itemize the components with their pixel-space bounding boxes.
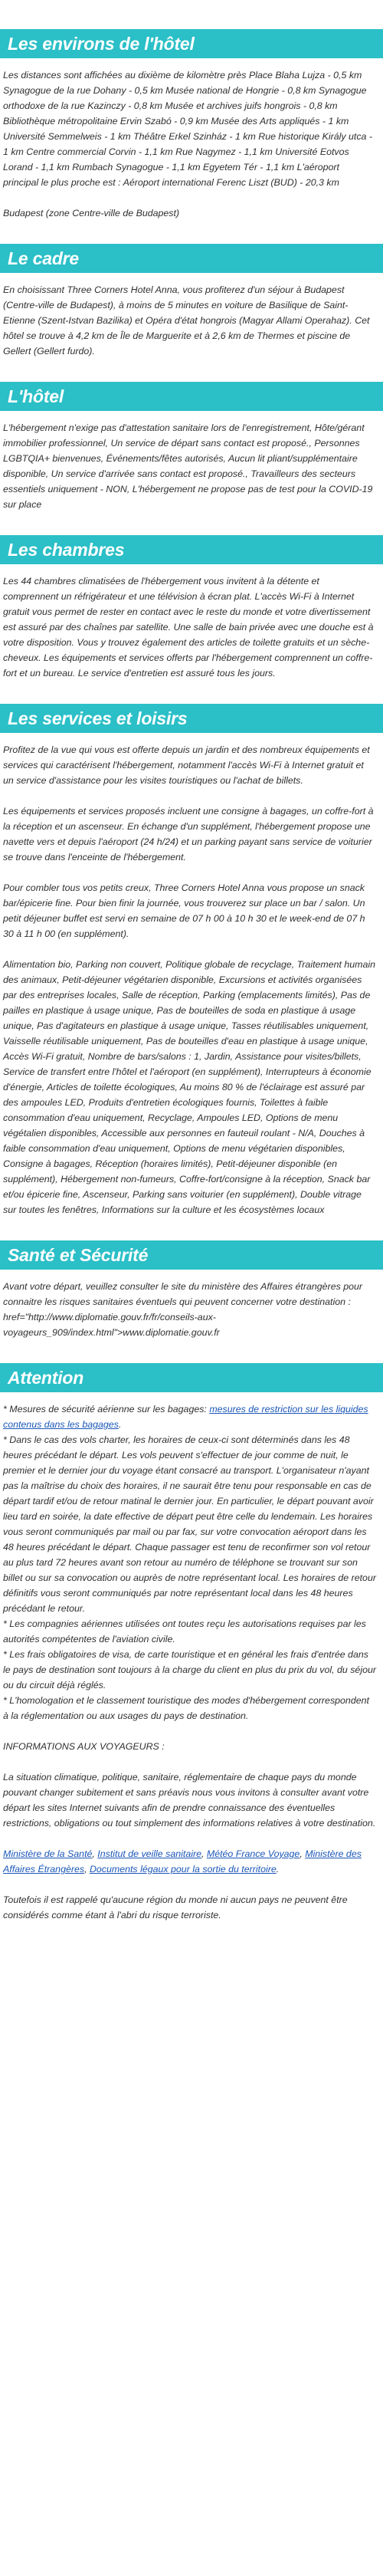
services-equipment: Les équipements et services proposés incluent une consigne à bagages, un coffre-fort à la réception et un ascenseur. En échange d'un supplément, l'hébergement propose une navette vers et depuis l'aéroport (24 h/24) et un parking payant sans service de voiturier se trouve dans l'enceinte de l'hébergement. <box>3 806 374 863</box>
section-services <box>0 704 383 1217</box>
section-body-environs <box>0 58 383 221</box>
section-hotel <box>0 382 383 512</box>
section-cadre <box>0 244 383 359</box>
chambres-text: Les 44 chambres climatisées de l'hébergement vous invitent à la détente et comprennent un réfrigérateur et une télévision à écran plat. L'accès Wi-Fi à Internet gratuit vous permet de rester en contact avec le reste du monde et votre divertissement est assuré par des chaînes par satellite. Une salle de bain privée avec une douche est à votre disposition. Vous y trouvez également des articles de toilette gratuits et un sèche-cheveux. Les équipements et services offerts par l'hébergement comprennent un coffre-fort et un bureau. Le service d'entretien est assuré tous les jours. <box>3 576 374 678</box>
section-body-attention <box>0 1392 383 1923</box>
section-title-hotel: L'hôtel <box>0 382 383 411</box>
section-title-environs: Les environs de l'hôtel <box>0 29 383 58</box>
section-body-sante <box>0 1270 383 1340</box>
notice-prefix: * Mesures de sécurité aérienne sur les bagages: <box>3 1404 210 1414</box>
link-meteo-france-voyage[interactable]: Météo France Voyage <box>206 1848 300 1859</box>
section-environs <box>0 29 383 221</box>
services-amenities-list: Alimentation bio, Parking non couvert, Politique globale de recyclage, Traitement humain des animaux, Petit-déjeuner végétarien disponible, Excursions et activités organisées par des entreprises locales, Salle de réception, Parking (emplacements limités), Pas de pailles en plastique à usage unique, Pas de bouteilles de soda en plastique à usage unique, Pas d'agitateurs en plastique à usage unique, Tasses réutilisables uniquement, Vaisselle réutilisable uniquement, Pas de bouteilles d'eau en plastique à usage unique, Accès Wi-Fi gratuit, Nombre de bars/salons : 1, Jardin, Assistance pour visites/billets, Service de transfert entre l'hôtel et l'aéroport (en supplément), Interrupteurs à économie d'énergie, Articles de toilette écologiques, Au moins 80 % de l'éclairage est assuré par des ampoules LED, Produits d'entretien écologiques fournis, Toilettes à faible consommation d'eau uniquement, Recyclage, Ampoules LED, Options de menu végétalien disponibles, Accessible aux personnes en fauteuil roulant - N/A, Douches à faible consommation d'eau uniquement, Options de menu végétarien disponibles, Consigne à bagages, Réception (horaires limités), Petit-déjeuner disponible (en supplément), Hébergement non-fumeurs, Coffre-fort/consigne à la réception, Snack bar et/ou épicerie fine, Ascenseur, Parking sans voiturier (en supplément), Double vitrage sur toutes les fenêtres, Informations sur la culture et les écosystèmes locaux <box>3 959 376 1215</box>
services-dining: Pour combler tous vos petits creux, Three Corners Hotel Anna vous propose un snack bar/épicerie fine. Pour bien finir la journée, vous trouverez sur place un bar / salon. Un petit déjeuner buffet est servi en semaine de 07 h 00 à 10 h 30 et le week-end de 07 h 30 à 11 h 00 (en supplément). <box>3 882 365 939</box>
final-text: Toutefois il est rappelé qu'aucune région du monde ni aucun pays ne peuvent être considérés comme étant à l'abri du risque terroriste. <box>3 1894 348 1921</box>
section-attention <box>0 1363 383 1923</box>
notice-suffix: . <box>118 1419 122 1430</box>
section-title-services: Les services et loisirs <box>0 704 383 733</box>
section-body-chambres <box>0 564 383 681</box>
section-body-hotel <box>0 411 383 512</box>
section-title-sante: Santé et Sécurité <box>0 1240 383 1270</box>
section-body-services <box>0 733 383 1217</box>
info-text: La situation climatique, politique, sanitaire, réglementaire de chaque pays du monde pouvant changer subitement et sans préavis nous vous invitons à consulter avant votre départ les sites Internet suivants afin de prendre connaissance des éventuelles restrictions, obligations ou tout simplement des informations relatives à votre destination. <box>3 1772 376 1829</box>
cadre-text: En choisissant Three Corners Hotel Anna, vous profiterez d'un séjour à Budapest (Centre-ville de Budapest), à moins de 5 minutes en voiture de Basilique de Saint-Etienne (Szent-Istvan Bazilika) et Opéra d'état hongrois (Magyar Allami Operahaz). Cet hôtel se trouve à 4,2 km de Île de Marguerite et à 2,6 km de Thermes et piscine de Gellert (Gellert furdo). <box>3 284 370 356</box>
info-links: Ministère de la Santé, Institut de veille sanitaire, Météo France Voyage, Ministère des Affaires Étrangères, Documents légaux pour la sortie du territoire. <box>3 1848 362 1875</box>
section-sante <box>0 1240 383 1340</box>
section-title-cadre: Le cadre <box>0 244 383 273</box>
section-title-chambres: Les chambres <box>0 535 383 564</box>
environs-distances: Les distances sont affichées au dixième de kilomètre près Place Blaha Lujza - 0,5 km Synagogue de la rue Dohany - 0,5 km Musée national de Hongrie - 0,8 km Synagogue orthodoxe de la rue Kazinczy - 0,8 km Musée et archives juifs hongrois - 0,8 km Bibliothèque métropolitaine Ervin Szabó - 0,9 km Musée des Arts appliqués - 1 km Université Semmelweis - 1 km Théâtre Erkel Szinház - 1 km Rue historique Király utca - 1 km Centre commercial Corvin - 1,1 km Rue Nagymez - 1,1 km Université Eotvos Lorand - 1,1 km Rumbach Synagogue - 1,1 km Egyetem Tér - 1,1 km L'aéroport principal le plus proche est : Aéroport international Ferenc Liszt (BUD) - 20,3 km <box>3 70 373 188</box>
link-ministere-sante[interactable]: Ministère de la Santé <box>3 1848 93 1859</box>
page-root <box>0 29 383 1923</box>
attention-notes-text: * Dans le cas des vols charter, les horaires de ceux-ci sont déterminés dans les 48 heures précédant le départ. Les vols peuvent s'effectuer de jour comme de nuit, le premier et le dernier jour du voyage étant consacré au transport. L'organisateur n'ayant pas la maîtrise du choix des horaires, il ne saurait être tenu pour responsable en cas de départ tardif et/ou de retour matinal le dernier jour. En particulier, le départ pouvant avoir lieu tard en soirée, la date effective de départ peut être celle du lendemain. Les horaires vous seront communiqués par mail ou par fax, sur votre convocation aéroport dans les 48 heures précédant le départ. Chaque passager est tenu de reconfirmer son vol retour au plus tard 72 heures avant son retour au numéro de téléphone se trouvant sur son billet ou sur sa convocation ou auprès de notre représentant local. Les horaires de retour définitifs vous seront communiqués par notre représentant local dans les 48 heures précédant le retour. * Les compagnies aériennes utilisées ont toutes reçu les autorisations requises par les autorités compétentes de l'aviation civile. * Les frais obligatoires de visa, de carte touristique et en général les frais d'entrée dans le pays de destination sont toujours à la charge du client en plus du prix du vol, du séjour ou du circuit déjà réglés. * L'homologation et le classement touristique des modes d'hébergement correspondent à la réglementation ou aux usages du pays de destination. <box>3 1434 376 1721</box>
link-ministere-affaires-etrangeres[interactable]: Ministère des Affaires Étrangères <box>3 1848 362 1875</box>
environs-zone: Budapest (zone Centre-ville de Budapest) <box>3 208 180 219</box>
link-institut-veille-sanitaire[interactable]: Institut de veille sanitaire <box>97 1848 201 1859</box>
section-title-attention: Attention <box>0 1363 383 1392</box>
section-chambres <box>0 535 383 681</box>
liquids-restriction-link[interactable]: mesures de restriction sur les liquides contenus dans les bagages <box>3 1404 368 1430</box>
link-documents-legaux[interactable]: Documents légaux pour la sortie du territoire <box>89 1864 277 1875</box>
services-intro: Profitez de la vue qui vous est offerte depuis un jardin et des nombreux équipements et services qui caractérisent l'hébergement, notamment l'accès Wi-Fi à Internet gratuit et un service d'assistance pour les visites touristiques ou l'achat de billets. <box>3 744 370 786</box>
section-body-cadre <box>0 273 383 359</box>
hotel-text: L'hébergement n'exige pas d'attestation sanitaire lors de l'enregistrement, Hôte/gérant immobilier professionnel, Un service de départ sans contact est proposé., Personnes LGBTQIA+ bienvenues, Événements/fêtes autorisés, Aucun lit pliant/supplémentaire disponible, Un service d'arrivée sans contact est proposé., Travailleurs des secteurs essentiels uniquement - NON, L'hébergement ne propose pas de test pour la COVID-19 sur place <box>3 422 373 510</box>
info-heading: INFORMATIONS AUX VOYAGEURS : <box>3 1741 165 1752</box>
attention-notes <box>3 1401 377 1723</box>
sante-text: Avant votre départ, veuillez consulter le site du ministère des Affaires étrangères pour connaitre les risques sanitaires éventuels qui peuvent concerner votre destination : href="http://www.diplomatie.gouv.fr/fr/conseils-aux-voyageurs_909/index.html">www.diplomatie.gouv.fr <box>3 1281 363 1338</box>
